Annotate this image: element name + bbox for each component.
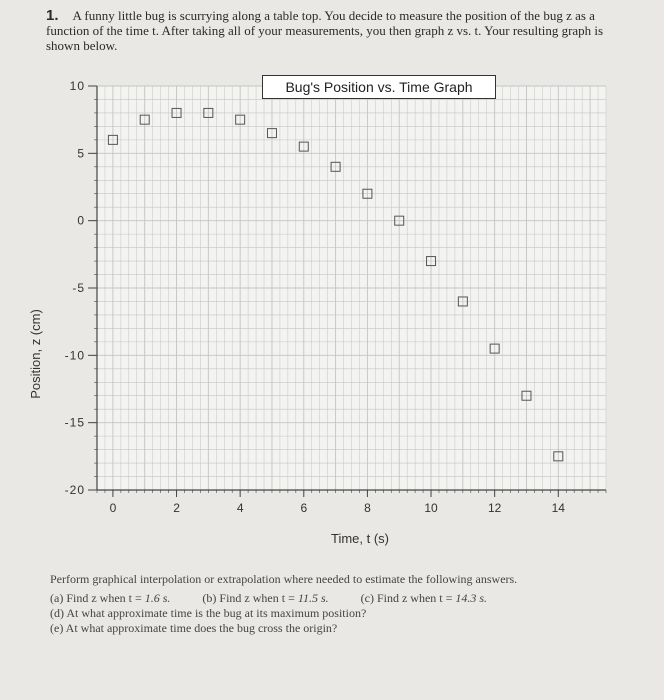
x-tick-label: 14 xyxy=(551,501,565,515)
y-tick-label: 10 xyxy=(69,79,85,93)
position-time-chart xyxy=(0,66,664,556)
question-b-value: 11.5 s. xyxy=(297,591,329,605)
question-c xyxy=(361,591,487,606)
question-c-value: 14.3 s. xyxy=(455,591,488,605)
x-tick-label: 4 xyxy=(236,501,244,515)
x-tick-label: 10 xyxy=(424,501,438,515)
x-tick-label: 2 xyxy=(173,501,180,515)
x-tick-label: 8 xyxy=(364,501,371,515)
y-tick-label: -20 xyxy=(64,483,85,497)
question-a xyxy=(50,591,170,606)
question-a-label: (a) Find z when t = xyxy=(50,591,142,605)
x-tick-label: 6 xyxy=(300,501,308,515)
questions-section xyxy=(50,572,625,636)
y-tick-label: -15 xyxy=(64,415,85,430)
chart-title: Bug's Position vs. Time Graph xyxy=(262,75,496,99)
question-b xyxy=(202,591,328,606)
question-d: (d) At what approximate time is the bug at its maximum position? xyxy=(50,606,367,620)
x-tick-label: 12 xyxy=(487,501,502,515)
y-axis-label: Position, z (cm) xyxy=(28,309,43,399)
problem-statement xyxy=(46,8,636,53)
problem-number: 1. xyxy=(46,7,59,24)
questions-intro: Perform graphical interpolation or extrapolation where needed to estimate the following answers. xyxy=(50,572,518,586)
question-c-label: (c) Find z when t = xyxy=(360,591,453,605)
question-a-value: 1.6 s. xyxy=(144,591,171,605)
problem-text: A funny little bug is scurrying along a table top. You decide to measure the position of the bug z as a function of the time t. After taking all of your measurements, you then graph z vs. t. Your resulting graph is shown below. xyxy=(46,8,604,53)
question-e: (e) At what approximate time does the bug cross the origin? xyxy=(50,621,338,635)
y-tick-label: 0 xyxy=(77,213,85,228)
y-tick-label: -5 xyxy=(72,281,85,295)
y-tick-label: -10 xyxy=(64,348,85,363)
x-tick-label: 0 xyxy=(109,501,117,515)
y-tick-label: 5 xyxy=(77,146,85,161)
question-b-label: (b) Find z when t = xyxy=(202,591,295,605)
x-axis-label: Time, t (s) xyxy=(330,531,390,546)
questions-row-abc xyxy=(50,591,625,606)
